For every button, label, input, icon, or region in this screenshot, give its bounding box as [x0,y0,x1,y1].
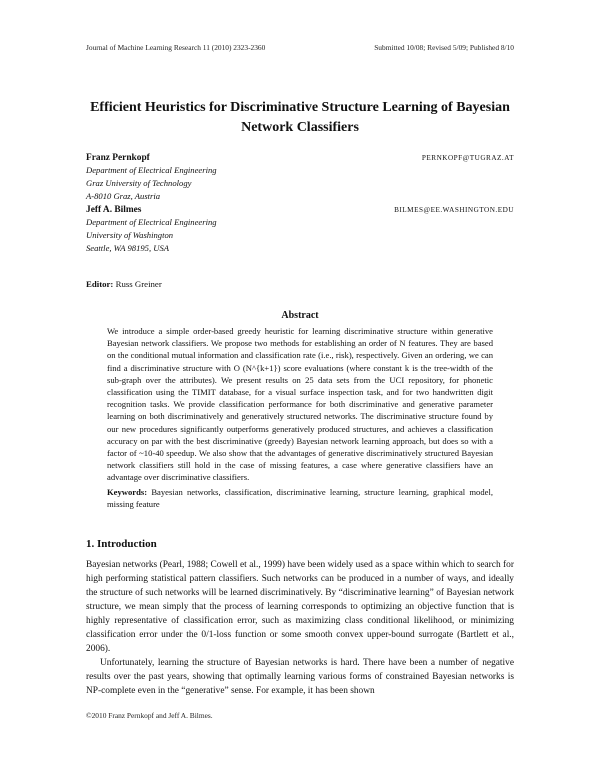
author-name-2: Jeff A. Bilmes [86,205,142,215]
abstract-text: We introduce a simple order-based greedy heuristic for learning discriminative structure within generative Bayesian network classifiers. We propose two methods for establishing an order of N features. They are based on the conditional mutual information and classification rate (i.e., risk), respectively. Given an ordering, we can find a discriminative structure with O (N^{k+1}) score evaluations (where constant k is the tree-width of the sub-graph over the attributes). We present results on 25 data sets from the UCI repository, for phonetic classification using the TIMIT database, for a visual surface inspection task, and for two handwritten digit recognition tasks. We provide classification performance for both discriminative and generative parameter learning on both discriminatively and generatively structured networks. The discriminative structure found by our new procedures significantly outperforms generatively produced structures, and achieves a classification accuracy on par with the best discriminative (greedy) Bayesian network learning approach, but does so with a factor of ~10-40 speedup. We also show that the advantages of generative discriminatively structured Bayesian network classifiers still hold in the case of missing features, a case where generative classifiers have an advantage over discriminative classifiers. [107,326,493,483]
keywords [107,486,493,510]
author-affiliation-1 [86,164,217,203]
paragraph: Bayesian networks (Pearl, 1988; Cowell et al., 1999) have been widely used as a space within which to search for high performing statistical pattern classifiers. Such networks can be produced in a number of ways, and ideally the structure of such networks will be learned discriminatively. By “discriminative learning” of Bayesian network structure, we mean simply that the process of learning corresponds to optimizing an objective function that is highly representative of classification error, such as maximizing class conditional likelihood, or minimizing classification error under the 0/1-loss function or some smooth convex upper-bound surrogate (Bartlett et al., 2006). [86,560,514,654]
paper-title: Efficient Heuristics for Discriminative Structure Learning of Bayesian Network Classifiers [90,100,510,135]
author-email-1[interactable]: PERNKOPF@TUGRAZ.AT [421,154,514,162]
copyright-footer: ©2010 Franz Pernkopf and Jeff A. Bilmes. [86,711,213,720]
abstract-heading: Abstract [281,310,319,321]
section-body [86,558,514,698]
submission-dates: Submitted 10/08; Revised 5/09; Published 8/10 [374,43,514,52]
editor-line [86,279,162,289]
editor-name: Russ Greiner [115,279,162,289]
editor-label: Editor: [86,279,114,289]
section-heading: 1. Introduction [86,538,157,550]
affiliation-line: Department of Electrical Engineering [86,217,217,227]
affiliation-line: A-8010 Graz, Austria [86,191,161,201]
author-name-1: Franz Pernkopf [86,153,150,163]
affiliation-line: Department of Electrical Engineering [86,165,217,175]
affiliation-line: University of Washington [86,230,174,240]
journal-header: Journal of Machine Learning Research 11 (2010) 2323-2360 [86,43,266,52]
author-email-2[interactable]: BILMES@EE.WASHINGTON.EDU [394,206,514,214]
affiliation-line: Graz University of Technology [86,178,192,188]
paragraph: Unfortunately, learning the structure of Bayesian networks is hard. There have been a number of negative results over the past years, showing that optimally learning various forms of constrained Bayesian networks is NP-complete even in the “generative” sense. For example, it has been shown [86,658,514,696]
keywords-text: Bayesian networks, classification, discriminative learning, structure learning, graphical model, missing feature [107,486,493,509]
author-affiliation-2 [86,216,217,255]
affiliation-line: Seattle, WA 98195, USA [86,243,170,253]
abstract-body [107,325,493,510]
keywords-label: Keywords: [107,486,148,497]
